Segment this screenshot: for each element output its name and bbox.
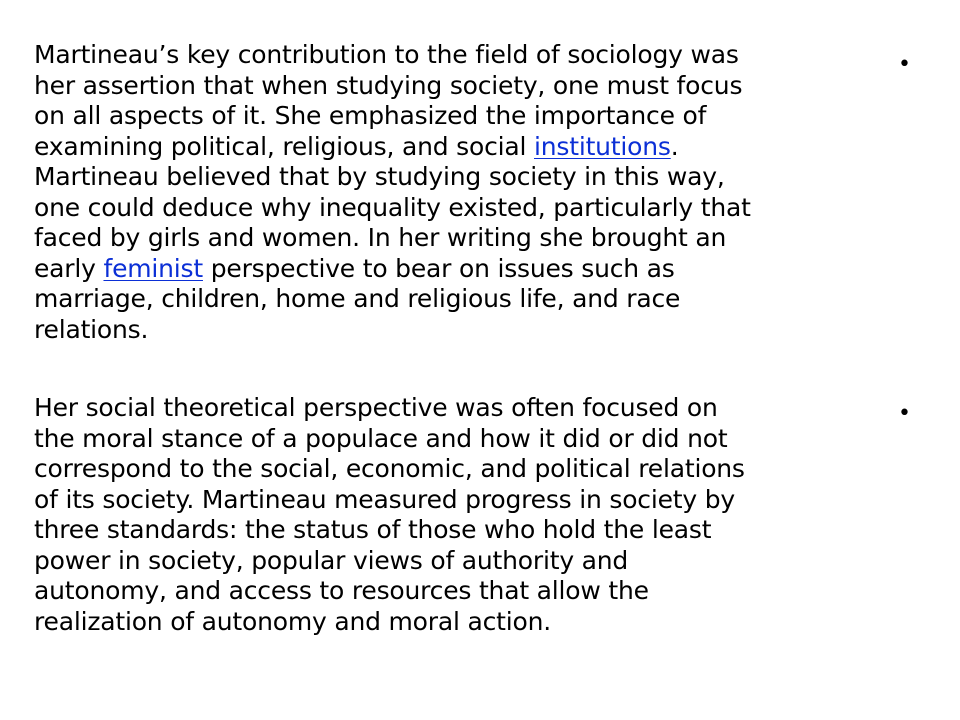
paragraph-theoretical-perspective	[34, 393, 880, 637]
text-line: Martineau’s key contribution to the field of sociology was	[34, 40, 739, 69]
text-line: on all aspects of it. She emphasized the importance of	[34, 101, 707, 130]
institutions-link[interactable]: institutions	[534, 131, 671, 161]
text-line: of its society. Martineau measured progress in society by	[34, 484, 735, 514]
text-segment: examining political, religious, and social	[34, 131, 534, 161]
text-line: one could deduce why inequality existed, particularly that	[34, 192, 751, 222]
feminist-link[interactable]: feminist	[103, 253, 203, 283]
text-line: her assertion that when studying society, one must focus	[34, 70, 743, 100]
text-line: Martineau believed that by studying society in this way,	[34, 162, 725, 191]
bullet-icon: •	[898, 401, 911, 426]
text-line: three standards: the status of those who hold the least	[34, 515, 712, 544]
text-line: relations.	[34, 314, 149, 344]
paragraph-martineau-contribution	[34, 40, 880, 345]
text-line-with-link	[34, 254, 880, 285]
text-segment: .	[670, 131, 679, 161]
text-line: autonomy, and access to resources that allow the	[34, 576, 649, 605]
text-line: the moral stance of a populace and how it did or did not	[34, 423, 728, 453]
bullet-icon: •	[898, 52, 911, 77]
text-segment: perspective to bear on issues such as	[202, 253, 675, 283]
text-line-with-link	[34, 132, 880, 163]
text-line: correspond to the social, economic, and political relations	[34, 454, 745, 483]
text-line: power in society, popular views of authority and	[34, 545, 629, 575]
text-line: faced by girls and women. In her writing she brought an	[34, 223, 727, 252]
text-segment: early	[34, 253, 104, 283]
text-line: realization of autonomy and moral action.	[34, 606, 551, 636]
text-line: Her social theoretical perspective was often focused on	[34, 393, 718, 422]
text-line: marriage, children, home and religious life, and race	[34, 284, 681, 313]
